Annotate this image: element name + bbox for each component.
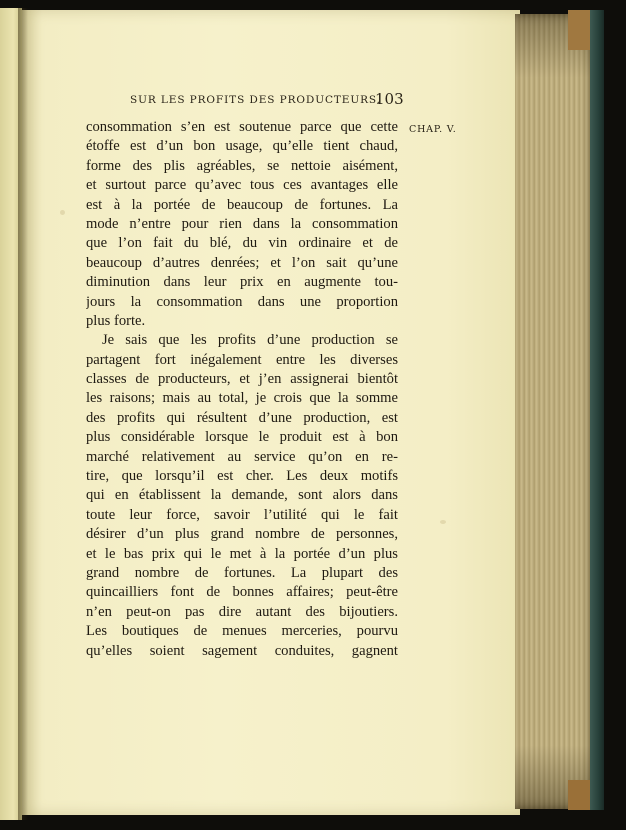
text-line: partagent fort inégalement entre les diverses xyxy=(86,351,398,368)
foxing-spot xyxy=(440,520,446,524)
text-line: n’en peut-on pas dire autant des bijoutiers. xyxy=(86,603,398,620)
text-line: et surtout parce qu’avec tous ces avantages elle xyxy=(86,177,398,194)
body-text xyxy=(86,118,398,661)
text-line: jours la consommation dans une proportion xyxy=(86,293,398,310)
text-line: toute leur force, savoir l’utilité qui le fait xyxy=(86,506,398,523)
text-line: qui en établissent la demande, sont alors dans xyxy=(86,487,398,504)
text-line: et le bas prix qui le met à la portée d’un plus xyxy=(86,545,398,562)
text-line: forme des plis agréables, se nettoie aisément, xyxy=(86,157,398,174)
text-line: qu’elles soient sagement conduites, gagnent xyxy=(86,642,398,659)
text-line: plus considérable lorsque le produit est à bon xyxy=(86,429,398,446)
text-line: Les boutiques de menues merceries, pourvu xyxy=(86,623,398,640)
text-line: grand nombre de fortunes. La plupart des xyxy=(86,564,398,581)
text-line: des profits qui résultent d’une production, est xyxy=(86,409,398,426)
text-line: plus forte. xyxy=(86,312,146,329)
foxing-spot xyxy=(60,210,65,215)
page-number: 103 xyxy=(375,90,404,108)
chapter-marginal-note: CHAP. V. xyxy=(409,124,457,135)
text-line: marché relativement au service qu’on en re- xyxy=(86,448,398,465)
book-cover-edge xyxy=(590,10,604,810)
text-line: mode n’entre pour rien dans la consommation xyxy=(86,215,398,232)
text-line: quincailliers font de bonnes affaires; peut-être xyxy=(86,584,398,601)
text-line: Je sais que les profits d’une production se xyxy=(102,332,398,349)
text-line: consommation s’en est soutenue parce que cette xyxy=(86,119,398,135)
running-head-title: SUR LES PROFITS DES PRODUCTEURS. xyxy=(130,94,381,106)
text-line: est à la portée de beaucoup de fortunes. La xyxy=(86,196,398,213)
text-line: désirer d’un plus grand nombre de personnes, xyxy=(86,526,398,543)
text-line: tire, que lorsqu’il est cher. Les deux motifs xyxy=(86,468,398,485)
text-line: étoffe est d’un bon usage, qu’elle tient chaud, xyxy=(86,138,398,155)
text-line: les raisons; mais au total, je crois que la somme xyxy=(86,390,398,407)
text-line: classes de producteurs, et j’en assignerai bientôt xyxy=(86,371,398,388)
text-line: beaucoup d’autres denrées; et l’on sait qu’une xyxy=(86,254,398,271)
text-line: que l’on fait du blé, du vin ordinaire et de xyxy=(86,235,398,252)
page-stack-edges xyxy=(515,14,597,809)
text-line: diminution dans leur prix en augmente tou- xyxy=(86,274,398,291)
gutter-shadow xyxy=(18,8,28,820)
